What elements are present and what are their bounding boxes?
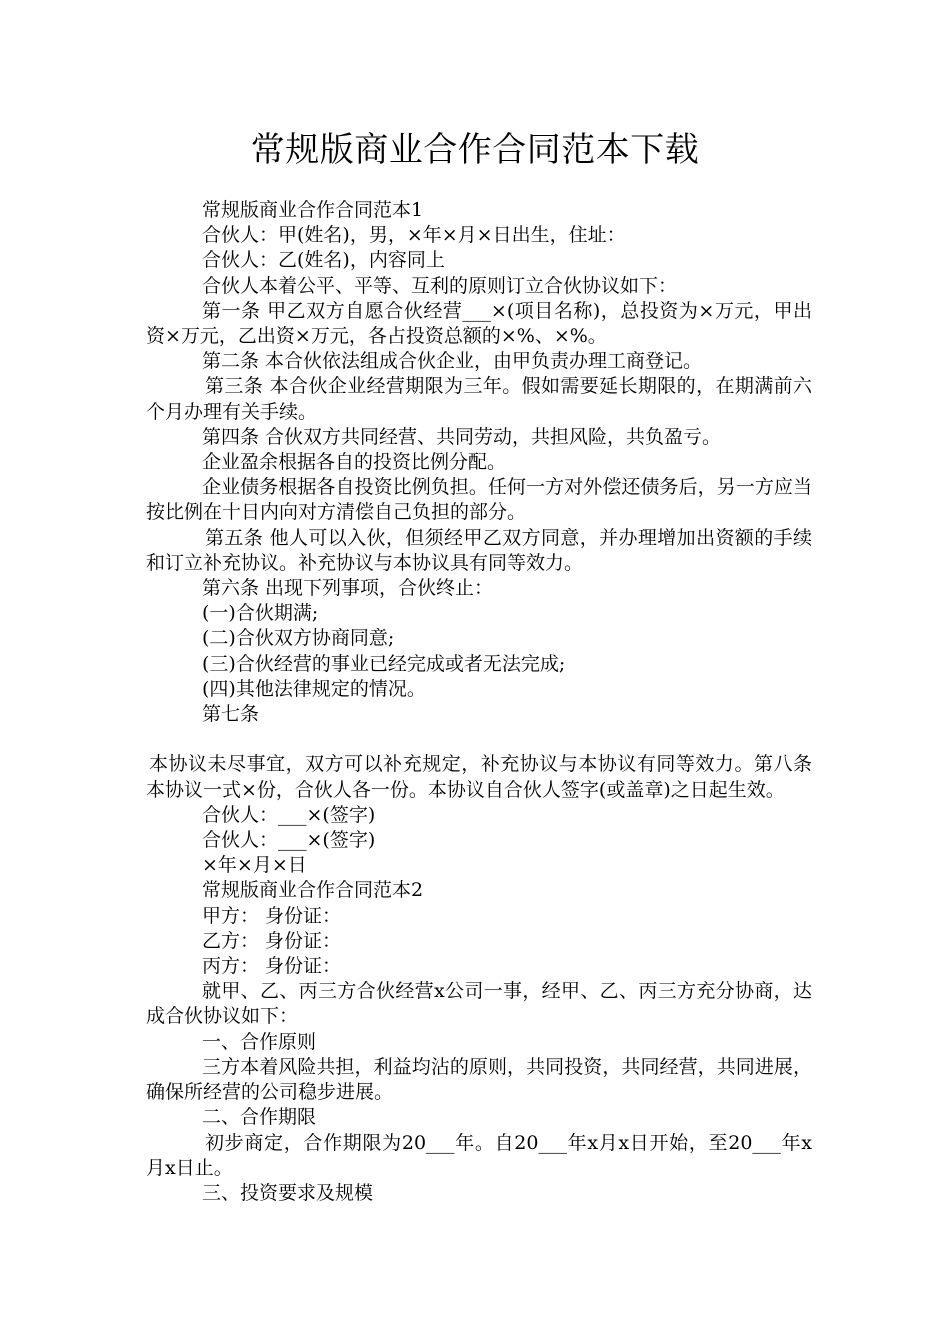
date-line: ×年×月×日 xyxy=(202,854,307,877)
paragraph: 初步商定，合作期限为20___年。自20___年x月x日开始，至20___年x月x日止。 xyxy=(146,1131,812,1179)
party-line: 甲方： 身份证： xyxy=(202,904,342,927)
blank-line xyxy=(146,727,812,752)
section-heading: 常规版商业合作合同范本1 xyxy=(202,199,424,221)
section-heading: 三、投资要求及规模 xyxy=(202,1181,374,1204)
clause-paragraph: 第四条 合伙双方共同经营、共同劳动，共担风险，共负盈亏。 xyxy=(202,425,722,448)
list-item: (四)其他法律规定的情况。 xyxy=(202,677,426,700)
document-title: 常规版商业合作合同范本下载 xyxy=(250,130,700,170)
paragraph: 三方本着风险共担，利益均沾的原则，共同投资，共同经营，共同进展，确保所经营的公司稳步进展。 xyxy=(146,1055,812,1104)
paragraph: 本协议未尽事宜，双方可以补充规定，补充协议与本协议有同等效力。第八条本协议一式×份，合伙人各一份。本协议自合伙人签字(或盖章)之日起生效。 xyxy=(146,753,812,801)
signature-line: 合伙人：___×(签字) xyxy=(202,803,376,826)
clause-paragraph: 第七条 xyxy=(202,703,260,726)
section-heading: 二、合作期限 xyxy=(202,1106,317,1129)
clause-paragraph: 第一条 甲乙双方自愿合伙经营___×(项目名称)，总投资为×万元，甲出资×万元，乙出资×万元，各占投资总额的×%、×%。 xyxy=(146,299,812,348)
signature-line: 合伙人：___×(签字) xyxy=(202,829,376,852)
clause-paragraph: 第三条 本合伙企业经营期限为三年。假如需要延长期限的，在期满前六个月办理有关手续。 xyxy=(146,375,812,423)
party-line: 丙方： 身份证： xyxy=(202,955,342,978)
paragraph: 企业债务根据各自投资比例负担。任何一方对外偿还债务后，另一方应当按比例在十日内向对方清偿自己负担的部分。 xyxy=(146,476,812,524)
paragraph: 企业盈余根据各自的投资比例分配。 xyxy=(202,451,507,474)
section-heading: 常规版商业合作合同范本2 xyxy=(202,879,424,902)
clause-paragraph: 第二条 本合伙依法组成合伙企业，由甲负责办理工商登记。 xyxy=(202,350,703,373)
clause-paragraph: 第五条 他人可以入伙，但须经甲乙双方同意，并办理增加出资额的手续和订立补充协议。补充协议与本协议具有同等效力。 xyxy=(146,526,812,574)
clause-paragraph: 第六条 出现下列事项，合伙终止： xyxy=(202,577,494,600)
paragraph: 合伙人：甲(姓名)，男，×年×月×日出生，住址： xyxy=(202,224,626,247)
list-item: (三)合伙经营的事业已经完成或者无法完成; xyxy=(202,652,566,675)
document-body xyxy=(146,198,812,1206)
list-item: (一)合伙期满; xyxy=(202,602,319,625)
paragraph: 就甲、乙、丙三方合伙经营x公司一事，经甲、乙、丙三方充分协商，达成合伙协议如下： xyxy=(146,980,812,1028)
paragraph: 合伙人本着公平、平等、互利的原则订立合伙协议如下： xyxy=(202,274,678,297)
paragraph: 合伙人：乙(姓名)，内容同上 xyxy=(202,249,445,272)
party-line: 乙方： 身份证： xyxy=(202,929,342,952)
section-heading: 一、合作原则 xyxy=(202,1030,317,1053)
list-item: (二)合伙双方协商同意; xyxy=(202,627,395,650)
